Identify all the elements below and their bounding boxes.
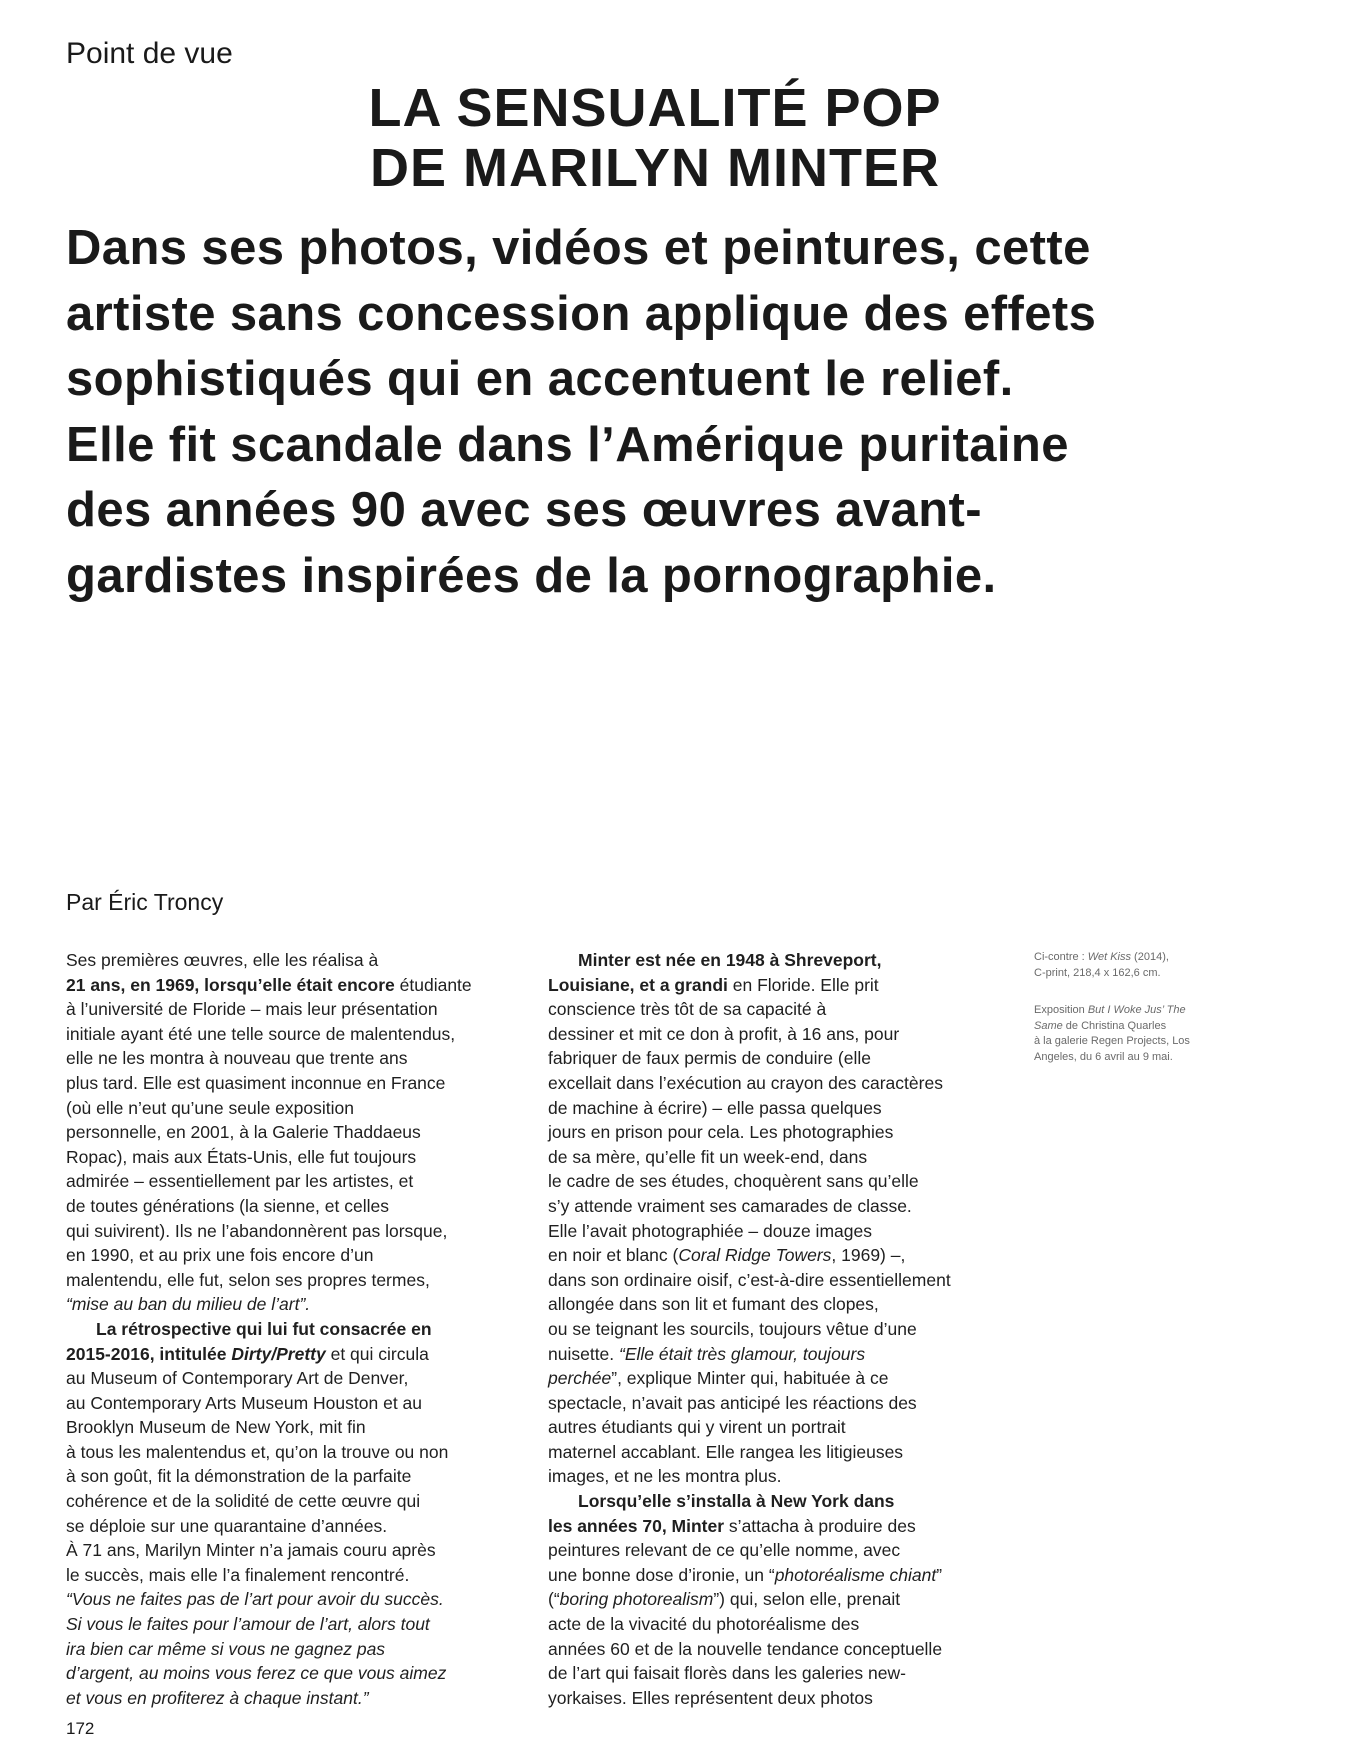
text-line: allongée dans son lit et fumant des clopes, (548, 1294, 879, 1315)
text-line: s’y attende vraiment ses camarades de classe. (548, 1195, 912, 1216)
text-line: ou se teignant les sourcils, toujours vêtue d’une (548, 1318, 917, 1339)
text-run: (2014), (1131, 951, 1169, 963)
text-line: autres étudiants qui y virent un portrait (548, 1417, 846, 1438)
caption (1034, 1003, 1264, 1065)
photo-captions (1034, 950, 1264, 1065)
bold-lead: 2015-2016, intitulée (66, 1343, 232, 1364)
text-run: Exposition (1034, 1004, 1088, 1016)
text-line (66, 1317, 536, 1342)
exhibition-title: Same (1034, 1019, 1063, 1032)
body-column-2 (548, 948, 1003, 1710)
caption-line: Angeles, du 6 avril au 9 mai. (1034, 1050, 1173, 1063)
quote-line: Si vous le faites pour l’amour de l’art, alors tout (66, 1614, 430, 1635)
exhibition-title: But I Woke Jus’ The (1087, 1004, 1186, 1016)
bold-lead: Minter est née en 1948 à Shreveport, (578, 950, 882, 970)
text-line (548, 1366, 1003, 1391)
quote-run: boring photorealism (559, 1589, 714, 1610)
caption-line: à la galerie Regen Projects, Los (1034, 1035, 1190, 1047)
text-line: yorkaises. Elles représentent deux photos (548, 1687, 873, 1708)
text-line (548, 948, 1003, 973)
caption-line (1034, 950, 1264, 966)
text-line: Brooklyn Museum de New York, mit fin (66, 1417, 366, 1438)
paragraph (548, 1489, 1003, 1710)
caption-line: C-print, 218,4 x 162,6 cm. (1034, 966, 1161, 979)
text-line (548, 1514, 1003, 1539)
text-line: jours en prison pour cela. Les photographies (548, 1122, 894, 1143)
text-line (548, 1342, 1003, 1367)
text-line: de sa mère, qu’elle fit un week-end, dans (548, 1146, 868, 1167)
paragraph (66, 1317, 536, 1711)
text-run: ”) qui, selon elle, prenait (713, 1589, 901, 1610)
caption (1034, 950, 1264, 981)
text-line: (où elle n’eut qu’une seule exposition (66, 1097, 354, 1118)
text-line: peintures relevant de ce qu’elle nomme, avec (548, 1540, 901, 1561)
text-line: admirée – essentiellement par les artistes, et (66, 1171, 414, 1192)
text-line: images, et ne les montra plus. (548, 1466, 782, 1487)
text-run: , 1969) –, (831, 1245, 906, 1266)
text-line: excellait dans l’exécution au crayon des caractères (548, 1072, 943, 1093)
text-run: en Floride. Elle prit (727, 974, 879, 995)
standfirst-line: artiste sans concession applique des effets (66, 286, 1097, 341)
text-line: personnelle, en 2001, à la Galerie Thaddaeus (66, 1122, 421, 1143)
text-run: étudiante (394, 974, 472, 995)
quote-run: photoréalisme chiant (774, 1564, 937, 1585)
title-line: DE MARILYN MINTER (369, 138, 941, 198)
text-run: ”, explique Minter qui, habituée à ce (611, 1368, 889, 1389)
article-title (0, 78, 1310, 198)
standfirst-line: Dans ses photos, vidéos et peintures, cette (66, 221, 1091, 275)
byline: Par Éric Troncy (66, 889, 224, 915)
text-line: initiale ayant été une telle source de malentendus, (66, 1023, 456, 1044)
text-line: à l’université de Floride – mais leur présentation (66, 999, 438, 1020)
text-line: de l’art qui faisait florès dans les galeries new- (548, 1663, 906, 1684)
text-line (66, 1342, 536, 1367)
text-line: de machine à écrire) – elle passa quelques (548, 1097, 882, 1118)
text-line (66, 973, 536, 998)
text-line (548, 1243, 1003, 1268)
quote-line: “mise au ban du milieu de l’art”. (66, 1294, 311, 1315)
caption-line (1034, 1019, 1264, 1035)
artwork-title: Wet Kiss (1087, 951, 1131, 963)
paragraph (66, 948, 536, 1317)
standfirst-line: sophistiqués qui en accentuent le relief. (66, 352, 1014, 406)
bold-lead: 21 ans, en 1969, lorsqu’elle était encore (66, 974, 395, 995)
paragraph (548, 948, 1003, 1489)
text-line (548, 1563, 1003, 1588)
text-line: cohérence et de la solidité de cette œuvre qui (66, 1491, 421, 1512)
body-column-1 (66, 948, 536, 1710)
text-line: Elle l’avait photographiée – douze images (548, 1220, 872, 1241)
standfirst-line: gardistes inspirées de la pornographie. (66, 548, 997, 603)
text-line: conscience très tôt de sa capacité à (548, 999, 827, 1020)
quote-run: “Elle était très glamour, toujours (619, 1343, 866, 1364)
text-line: elle ne les montra à nouveau que trente ans (66, 1048, 408, 1069)
quote-line: et vous en profiterez à chaque instant.” (66, 1687, 369, 1708)
text-line: acte de la vivacité du photoréalisme des (548, 1614, 860, 1635)
text-run: de Christina Quarles (1062, 1019, 1167, 1032)
text-line: au Contemporary Arts Museum Houston et au (66, 1392, 423, 1413)
text-run: en noir et blanc ( (548, 1245, 679, 1266)
quote-line: ira bien car même si vous ne gagnez pas (66, 1638, 386, 1659)
text-line: le succès, mais elle l’a finalement rencontré. (66, 1564, 410, 1585)
text-line: en 1990, et au prix une fois encore d’un (66, 1245, 374, 1266)
text-line: de toutes générations (la sienne, et celles (66, 1195, 389, 1216)
text-line: se déploie sur une quarantaine d’années. (66, 1515, 388, 1536)
text-line (548, 1489, 1003, 1514)
quote-run: perchée (548, 1368, 612, 1389)
text-line (548, 973, 1003, 998)
text-run: ” (936, 1564, 943, 1585)
text-line: spectacle, n’avait pas anticipé les réactions des (548, 1392, 917, 1413)
text-line: fabriquer de faux permis de conduire (elle (548, 1048, 871, 1069)
text-line: malentendu, elle fut, selon ses propres termes, (66, 1269, 430, 1290)
text-line: plus tard. Elle est quasiment inconnue en France (66, 1072, 446, 1093)
text-line: qui suivirent). Ils ne l’abandonnèrent pas lorsque, (66, 1220, 448, 1241)
standfirst (66, 216, 1290, 609)
text-run: nuisette. (548, 1343, 620, 1364)
text-line: dans son ordinaire oisif, c’est-à-dire essentiellement (548, 1269, 951, 1290)
quote-line: “Vous ne faites pas de l’art pour avoir du succès. (66, 1589, 444, 1610)
bold-lead: Lorsqu’elle s’installa à New York dans (578, 1491, 895, 1512)
text-run: s’attacha à produire des (724, 1515, 916, 1536)
text-line: maternel accablant. Elle rangea les litigieuses (548, 1441, 904, 1462)
text-line: au Museum of Contemporary Art de Denver, (66, 1368, 409, 1389)
text-line: le cadre de ses études, choquèrent sans qu’elle (548, 1171, 919, 1192)
title-line: LA SENSUALITÉ POP (368, 78, 942, 138)
text-line: années 60 et de la nouvelle tendance conceptuelle (548, 1638, 943, 1659)
standfirst-line: Elle fit scandale dans l’Amérique puritaine (66, 417, 1069, 472)
text-line (548, 1587, 1003, 1612)
artwork-title: Coral Ridge Towers (678, 1245, 832, 1266)
text-line: À 71 ans, Marilyn Minter n’a jamais couru après (66, 1540, 436, 1561)
text-run: une bonne dose d’ironie, un “ (548, 1564, 775, 1585)
page-number: 172 (66, 1719, 95, 1738)
quote-line: d’argent, au moins vous ferez ce que vous aimez (66, 1663, 447, 1684)
bold-lead: La rétrospective qui lui fut consacrée en (96, 1318, 432, 1339)
text-run: et qui circula (325, 1343, 429, 1364)
section-rubric: Point de vue (66, 37, 233, 70)
standfirst-line: des années 90 avec ses œuvres avant- (66, 483, 982, 537)
bold-lead: les années 70, Minter (548, 1515, 725, 1536)
text-line: Ses premières œuvres, elle les réalisa à (66, 950, 379, 970)
text-line: Ropac), mais aux États-Unis, elle fut toujours (66, 1146, 417, 1167)
text-line: à son goût, fit la démonstration de la parfaite (66, 1466, 412, 1487)
text-run: (“ (548, 1589, 560, 1610)
caption-line (1034, 1003, 1264, 1019)
text-line: à tous les malentendus et, qu’on la trouve ou non (66, 1441, 449, 1462)
text-run: Ci-contre : (1034, 951, 1088, 963)
exhibition-title: Dirty/Pretty (231, 1343, 326, 1364)
text-line: dessiner et mit ce don à profit, à 16 ans, pour (548, 1023, 900, 1044)
bold-lead: Louisiane, et a grandi (548, 974, 728, 995)
